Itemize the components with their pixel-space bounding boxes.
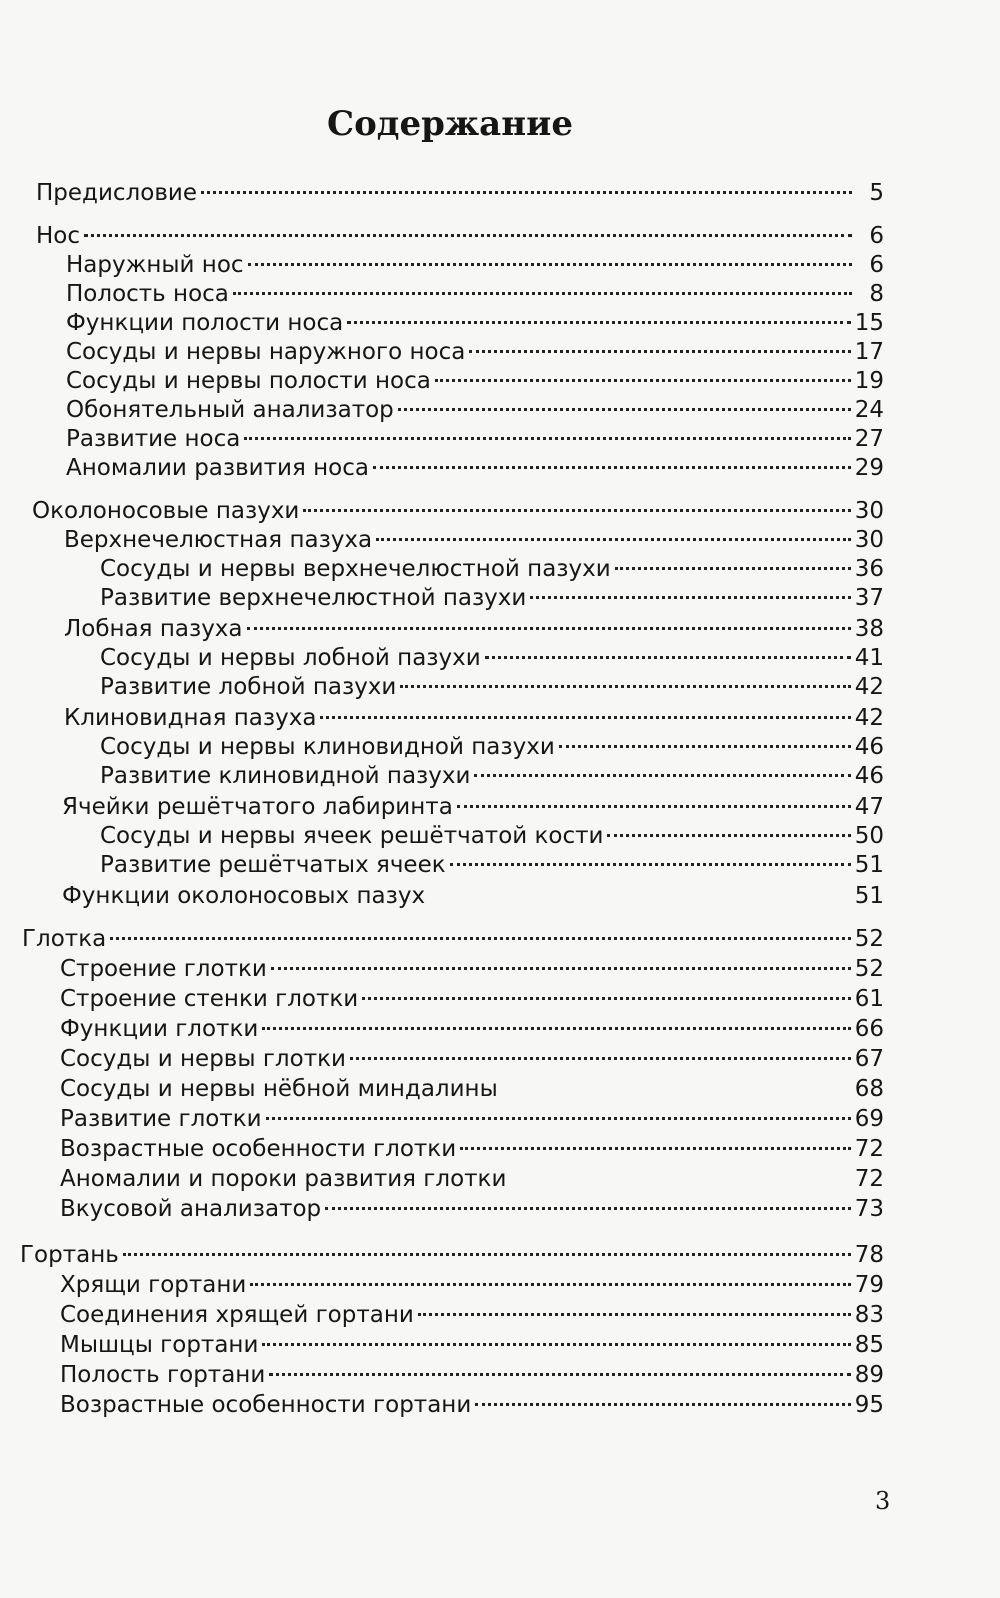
toc-entry[interactable] [64, 703, 884, 733]
toc-entry[interactable] [100, 732, 884, 762]
toc-entry[interactable] [36, 221, 884, 251]
toc-entry[interactable] [100, 850, 884, 880]
toc-entry-label: Сосуды и нервы глотки [60, 1046, 346, 1072]
toc-entry-page: 8 [869, 281, 884, 307]
toc-entry-label: Развитие глотки [60, 1106, 262, 1132]
leader-dots [320, 716, 850, 719]
toc-entry-label: Сосуды и нервы клиновидной пазухи [100, 734, 555, 760]
toc-entry-label: Полость носа [66, 281, 229, 307]
toc-entry-page: 85 [854, 1332, 884, 1358]
toc-entry-page: 30 [854, 527, 884, 553]
toc-entry-label: Соединения хрящей гортани [60, 1302, 414, 1328]
toc-entry-label: Сосуды и нервы верхнечелюстной пазухи [100, 556, 611, 582]
leader-dots [244, 437, 850, 440]
toc-entry-label: Клиновидная пазуха [64, 705, 317, 731]
toc-entry-page: 46 [854, 763, 884, 789]
toc-entry[interactable] [100, 672, 884, 702]
toc-entry-label: Функции глотки [60, 1016, 259, 1042]
toc-entry[interactable] [60, 1134, 884, 1164]
leader-dots [303, 509, 850, 512]
toc-entry-page: 6 [869, 223, 884, 249]
toc-entry-page: 24 [854, 397, 884, 423]
leader-dots [400, 685, 850, 688]
leader-dots [247, 627, 851, 630]
toc-entry-label: Аномалии развития носа [66, 455, 369, 481]
toc-entry-page: 42 [854, 674, 884, 700]
toc-entry-page: 37 [854, 585, 884, 611]
toc-entry-label: Глотка [22, 926, 107, 952]
toc-entry-label: Наружный нос [66, 252, 244, 278]
toc-entry-label: Гортань [20, 1242, 119, 1268]
toc-entry-label: Сосуды и нервы полости носа [66, 368, 431, 394]
leader-dots [84, 234, 852, 237]
toc-entry-page: 72 [854, 1166, 884, 1192]
toc-entry-page: 15 [854, 310, 884, 336]
toc-entry[interactable] [62, 881, 884, 911]
toc-entry[interactable] [64, 614, 884, 644]
toc-entry-page: 5 [869, 180, 884, 206]
toc-entry[interactable] [20, 1240, 884, 1270]
leader-dots [201, 191, 852, 194]
leader-dots [460, 1147, 851, 1150]
leader-dots [607, 834, 850, 837]
toc-entry[interactable] [60, 1330, 884, 1360]
toc-entry-label: Строение стенки глотки [60, 986, 359, 1012]
toc-entry-page: 27 [854, 426, 884, 452]
toc-entry-label: Функции полости носа [66, 310, 344, 336]
toc-entry-label: Сосуды и нервы ячеек решётчатой кости [100, 823, 604, 849]
leader-dots [373, 466, 851, 469]
toc-entry-page: 38 [854, 616, 884, 642]
toc-entry-label: Нос [36, 223, 81, 249]
toc-entry[interactable] [60, 1360, 884, 1390]
toc-entry-page: 68 [854, 1076, 884, 1102]
leader-dots [325, 1207, 851, 1210]
toc-entry[interactable] [66, 424, 884, 454]
toc-entry[interactable] [66, 453, 884, 483]
toc-entry-label: Функции околоносовых пазух [62, 883, 426, 909]
toc-entry[interactable] [36, 178, 884, 208]
toc-entry-label: Околоносовые пазухи [32, 498, 300, 524]
toc-entry[interactable] [60, 1390, 884, 1420]
leader-dots [347, 321, 850, 324]
toc-entry-label: Возрастные особенности гортани [60, 1392, 472, 1418]
toc-entry[interactable] [60, 1164, 884, 1194]
leader-dots [248, 263, 852, 266]
toc-entry-page: 52 [854, 926, 884, 952]
leader-dots [362, 997, 851, 1000]
toc-entry-page: 66 [854, 1016, 884, 1042]
toc-entry[interactable] [66, 366, 884, 396]
page-number: 3 [875, 1487, 891, 1515]
leader-dots [559, 745, 851, 748]
leader-dots [262, 1027, 850, 1030]
toc-entry-label: Развитие лобной пазухи [100, 674, 397, 700]
toc-entry-page: 89 [854, 1362, 884, 1388]
toc-entry[interactable] [100, 554, 884, 584]
leader-dots [475, 1403, 850, 1406]
toc-entry-page: 79 [854, 1272, 884, 1298]
toc-entry-label: Сосуды и нервы наружного носа [66, 339, 466, 365]
toc-entry-label: Верхнечелюстная пазуха [64, 527, 373, 553]
toc-entry-page: 51 [854, 883, 884, 909]
toc-entry[interactable] [60, 1014, 884, 1044]
toc-entry[interactable] [60, 1270, 884, 1300]
leader-dots [418, 1313, 851, 1316]
leader-dots [615, 567, 851, 570]
toc-entry-label: Предисловие [36, 180, 197, 206]
leader-dots [350, 1057, 851, 1060]
toc-entry-label: Сосуды и нервы нёбной миндалины [60, 1076, 498, 1102]
toc-entry-page: 42 [854, 705, 884, 731]
toc-entry[interactable] [66, 395, 884, 425]
toc-entry-page: 95 [854, 1392, 884, 1418]
page-title: Содержание [327, 104, 573, 144]
toc-entry-label: Развитие носа [66, 426, 241, 452]
toc-entry[interactable] [100, 583, 884, 613]
toc-entry-label: Развитие решётчатых ячеек [100, 852, 446, 878]
toc-entry-label: Строение глотки [60, 956, 267, 982]
toc-entry-page: 50 [854, 823, 884, 849]
toc-entry-page: 47 [854, 794, 884, 820]
toc-entry[interactable] [66, 337, 884, 367]
toc-entry[interactable] [66, 279, 884, 309]
toc-entry-label: Вкусовой анализатор [60, 1196, 322, 1222]
toc-entry[interactable] [100, 761, 884, 791]
toc-entry[interactable] [60, 1074, 884, 1104]
toc-entry-label: Возрастные особенности глотки [60, 1136, 457, 1162]
toc-entry[interactable] [60, 1104, 884, 1134]
leader-dots [435, 379, 851, 382]
toc-entry-page: 36 [854, 556, 884, 582]
toc-entry-page: 30 [854, 498, 884, 524]
toc-entry-page: 83 [854, 1302, 884, 1328]
toc-entry-label: Лобная пазуха [64, 616, 243, 642]
leader-dots [269, 1373, 850, 1376]
leader-dots [271, 967, 851, 970]
leader-dots [457, 805, 851, 808]
toc-entry-page: 52 [854, 956, 884, 982]
toc-entry[interactable] [66, 308, 884, 338]
toc-entry-page: 51 [854, 852, 884, 878]
toc-entry-page: 61 [854, 986, 884, 1012]
leader-dots [266, 1117, 851, 1120]
toc-entry-page: 6 [869, 252, 884, 278]
toc-entry-page: 69 [854, 1106, 884, 1132]
toc-entry-label: Полость гортани [60, 1362, 266, 1388]
leader-dots [233, 292, 852, 295]
toc-entry[interactable] [22, 924, 884, 954]
leader-dots [123, 1253, 851, 1256]
leader-dots [450, 863, 851, 866]
toc-entry[interactable] [60, 954, 884, 984]
toc-entry-page: 73 [854, 1196, 884, 1222]
toc-entry-page: 29 [854, 455, 884, 481]
toc-entry-page: 17 [854, 339, 884, 365]
toc-entry-page: 67 [854, 1046, 884, 1072]
toc-entry-label: Хрящи гортани [60, 1272, 247, 1298]
leader-dots [485, 656, 851, 659]
toc-entry-label: Сосуды и нервы лобной пазухи [100, 645, 481, 671]
toc-entry[interactable] [32, 496, 884, 526]
toc-entry-label: Развитие клиновидной пазухи [100, 763, 471, 789]
leader-dots [530, 596, 850, 599]
toc-entry-label: Ячейки решётчатого лабиринта [62, 794, 453, 820]
toc-entry-label: Обонятельный анализатор [66, 397, 394, 423]
toc-entry[interactable] [60, 984, 884, 1014]
toc-entry[interactable] [66, 250, 884, 280]
leader-dots [398, 408, 851, 411]
leader-dots [262, 1343, 850, 1346]
leader-dots [474, 774, 850, 777]
toc-entry-label: Аномалии и пороки развития глотки [60, 1166, 507, 1192]
toc-entry[interactable] [64, 525, 884, 555]
leader-dots [469, 350, 850, 353]
toc-entry-page: 19 [854, 368, 884, 394]
leader-dots [110, 937, 851, 940]
toc-entry-label: Развитие верхнечелюстной пазухи [100, 585, 527, 611]
toc-entry-page: 78 [854, 1242, 884, 1268]
toc-entry-page: 72 [854, 1136, 884, 1162]
toc-entry-page: 46 [854, 734, 884, 760]
toc-entry[interactable] [60, 1194, 884, 1224]
toc-entry[interactable] [60, 1300, 884, 1330]
toc-entry[interactable] [100, 643, 884, 673]
leader-dots [250, 1283, 850, 1286]
leader-dots [376, 538, 851, 541]
toc-entry[interactable] [100, 821, 884, 851]
toc-entry-page: 41 [854, 645, 884, 671]
toc-entry[interactable] [62, 792, 884, 822]
toc-entry-label: Мышцы гортани [60, 1332, 259, 1358]
toc-entry[interactable] [60, 1044, 884, 1074]
